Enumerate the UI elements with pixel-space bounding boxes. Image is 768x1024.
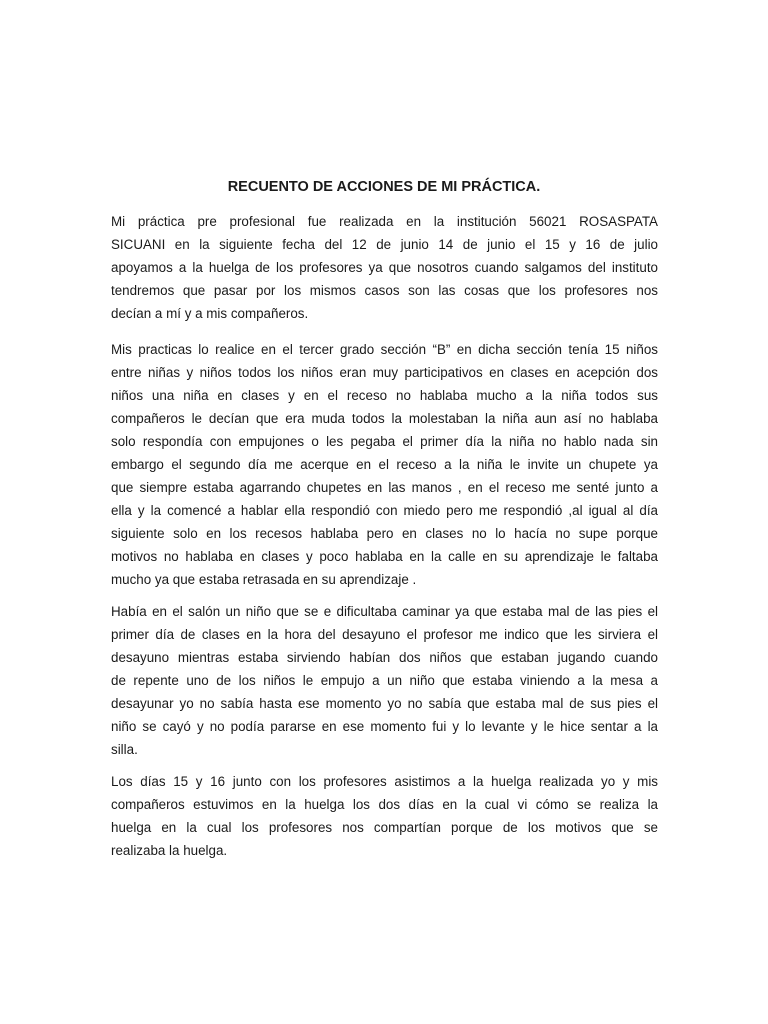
paragraph-line: primer día de clases en la hora del desayuno el profesor me indico que les sirviera el [111,627,658,642]
paragraph-line: niños una niña en clases y en el receso no hablaba mucho a la niña todos sus [111,388,658,403]
paragraph-line: desayunar yo no sabía hasta ese momento yo no sabía que estaba mal de sus pies el [111,696,658,711]
paragraph-line: motivos no hablaba en clases y poco hablaba en la calle en su aprendizaje le faltaba [111,549,658,564]
paragraph-line: decían a mí y a mis compañeros. [111,306,309,321]
paragraph-line: apoyamos a la huelga de los profesores ya que nosotros cuando salgamos del instituto [111,260,658,275]
paragraph-line: Los días 15 y 16 junto con los profesores asistimos a la huelga realizada yo y mis [111,774,658,789]
paragraph-line: desayuno mientras estaba sirviendo habían dos niños que estaban jugando cuando [111,650,658,665]
paragraph-3 [111,600,658,761]
paragraph-line: siguiente solo en los recesos hablaba pero en clases no lo hacía no supe porque [111,526,658,541]
paragraph-line: compañeros estuvimos en la huelga los dos días en la cual vi cómo se realiza la [111,797,658,812]
paragraph-1 [111,210,658,325]
paragraph-2 [111,338,658,591]
paragraph-4 [111,770,658,862]
paragraph-line: SICUANI en la siguiente fecha del 12 de junio 14 de junio el 15 y 16 de julio [111,237,658,252]
paragraph-line: Había en el salón un niño que se e dificultaba caminar ya que estaba mal de las pies el [111,604,658,619]
paragraph-line: de repente uno de los niños le empujo a un niño que estaba viniendo a la mesa a [111,673,658,688]
paragraph-line: niño se cayó y no podía pararse en ese momento fui y lo levante y le hice sentar a la [111,719,658,734]
document-title: RECUENTO DE ACCIONES DE MI PRÁCTICA. [227,179,541,195]
paragraph-line: Mis practicas lo realice en el tercer grado sección “B” en dicha sección tenía 15 niños [111,342,658,357]
paragraph-line: tendremos que pasar por los mismos casos son las cosas que los profesores nos [111,283,658,298]
paragraph-line: compañeros le decían que era muda todos la molestaban la niña aun así no hablaba [111,411,658,426]
paragraph-line: Mi práctica pre profesional fue realizada en la institución 56021 ROSASPATA [111,214,658,229]
paragraph-line: ella y la comencé a hablar ella respondió con miedo pero me respondió ,al igual al día [111,503,658,518]
paragraph-line: silla. [111,742,138,757]
paragraph-line: entre niñas y niños todos los niños eran muy participativos en clases en acepción dos [111,365,658,380]
paragraph-line: mucho ya que estaba retrasada en su aprendizaje . [111,572,417,587]
paragraph-line: huelga en la cual los profesores nos compartían porque de los motivos que se [111,820,658,835]
paragraph-line: embargo el segundo día me acerque en el receso a la niña le invite un chupete ya [111,457,658,472]
paragraph-line: solo respondía con empujones o les pegaba el primer día la niña no hablo nada sin [111,434,658,449]
paragraph-line: que siempre estaba agarrando chupetes en las manos , en el receso me senté junto a [111,480,658,495]
paragraph-line: realizaba la huelga. [111,843,228,858]
